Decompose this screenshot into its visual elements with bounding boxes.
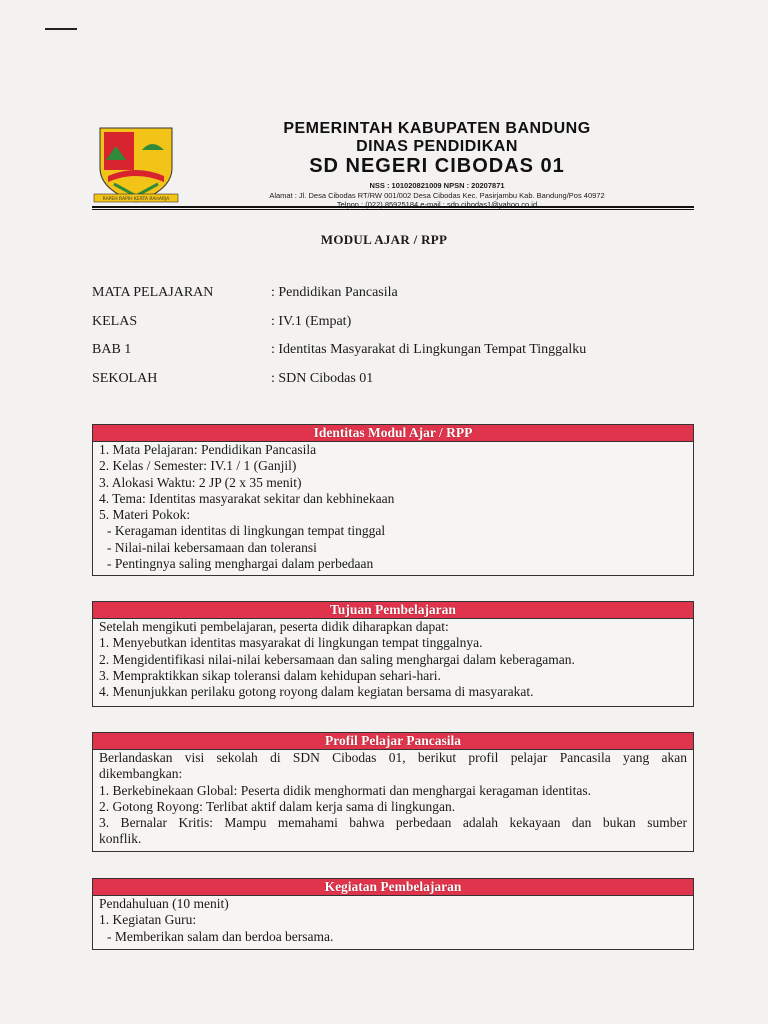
pen-mark xyxy=(45,28,77,30)
section-header: Kegiatan Pembelajaran xyxy=(93,879,693,896)
section-body xyxy=(93,896,693,945)
list-item: - Memberikan salam dan berdoa bersama. xyxy=(107,928,334,944)
list-item: 3. Bernalar Kritis: Mampu memahami bahwa perbedaan adalah kekayaan dan bukan sumber xyxy=(99,815,687,831)
info-value: : SDN Cibodas 01 xyxy=(271,371,373,387)
paragraph-line: Berlandaskan visi sekolah di SDN Cibodas 01, berikut profil pelajar Pancasila yang akan xyxy=(99,750,687,765)
list-item: 4. Tema: Identitas masyarakat sekitar dan kebhinekaan xyxy=(99,490,395,506)
info-label: KELAS xyxy=(92,313,138,329)
letterhead-address: Alamat : Jl. Desa Cibodas RT/RW 001/002 Desa Cibodas Kec. Pasirjambu Kab. Bandung/Pos 40972 xyxy=(269,191,605,200)
svg-text:RAPEH RAPIH KERTA RAHARJA: RAPEH RAPIH KERTA RAHARJA xyxy=(102,197,170,203)
list-item: 2. Mengidentifikasi nilai-nilai kebersamaan dan saling menghargai dalam keberagaman. xyxy=(99,651,575,667)
list-item: konflik. xyxy=(99,831,142,847)
info-value: : Identitas Masyarakat di Lingkungan Tempat Tinggalku xyxy=(271,342,586,358)
letterhead-school: SD NEGERI CIBODAS 01 xyxy=(309,155,565,177)
info-value: : IV.1 (Empat) xyxy=(271,314,351,330)
info-table xyxy=(92,285,692,399)
section-body xyxy=(93,619,693,700)
section-identitas xyxy=(92,424,694,576)
list-item: 2. Kelas / Semester: IV.1 / 1 (Ganjil) xyxy=(99,458,297,474)
regency-logo xyxy=(92,124,180,206)
section-profil xyxy=(92,732,694,852)
list-item: 1. Kegiatan Guru: xyxy=(99,912,197,928)
letterhead-phone: Telpon : (022) 85925184 e-mail : sdn.cibodas1@yahoo.co.id xyxy=(336,200,538,209)
section-body xyxy=(93,442,693,572)
info-row-chapter xyxy=(92,342,692,371)
info-label: SEKOLAH xyxy=(92,370,158,386)
list-item: - Pentingnya saling menghargai dalam perbedaan xyxy=(107,556,374,572)
section-header: Identitas Modul Ajar / RPP xyxy=(93,425,693,442)
section-header: Tujuan Pembelajaran xyxy=(93,602,693,619)
list-item: 5. Materi Pokok: xyxy=(99,507,191,523)
list-item: 1. Berkebinekaan Global: Peserta didik menghormati dan menghargai keragaman identitas. xyxy=(99,782,591,798)
letterhead xyxy=(92,114,692,209)
list-item: Pendahuluan (10 menit) xyxy=(99,896,229,911)
info-value: : Pendidikan Pancasila xyxy=(271,285,398,301)
letterhead-rule xyxy=(92,206,694,210)
list-item: Setelah mengikuti pembelajaran, peserta didik diharapkan dapat: xyxy=(99,619,449,634)
list-item: - Nilai-nilai kebersamaan dan toleransi xyxy=(107,539,317,555)
section-tujuan xyxy=(92,601,694,707)
list-item: 1. Menyebutkan identitas masyarakat di lingkungan tempat tinggalnya. xyxy=(99,635,483,651)
letterhead-nss: NSS : 101020821009 NPSN : 20207871 xyxy=(369,181,505,190)
info-row-class xyxy=(92,314,692,343)
paragraph-line: dikembangkan: xyxy=(99,766,183,782)
document-title: MODUL AJAR / RPP xyxy=(320,232,448,247)
list-item: 1. Mata Pelajaran: Pendidikan Pancasila xyxy=(99,442,317,457)
list-item: 2. Gotong Royong: Terlibat aktif dalam kerja sama di lingkungan. xyxy=(99,798,456,814)
info-row-school xyxy=(92,371,692,400)
list-item: 4. Menunjukkan perilaku gotong royong dalam kegiatan bersama di masyarakat. xyxy=(99,684,534,700)
list-item: - Keragaman identitas di lingkungan tempat tinggal xyxy=(107,523,386,539)
section-body xyxy=(93,750,693,848)
letterhead-government: PEMERINTAH KABUPATEN BANDUNG xyxy=(283,120,591,137)
list-item: 3. Mempraktikkan sikap toleransi dalam kehidupan sehari-hari. xyxy=(99,667,441,683)
list-item: 3. Alokasi Waktu: 2 JP (2 x 35 menit) xyxy=(99,474,302,490)
section-header: Profil Pelajar Pancasila xyxy=(93,733,693,750)
letterhead-department: DINAS PENDIDIKAN xyxy=(356,138,518,155)
info-row-subject xyxy=(92,285,692,314)
info-label: BAB 1 xyxy=(92,342,132,357)
section-kegiatan xyxy=(92,878,694,950)
info-label: MATA PELAJARAN xyxy=(92,285,214,300)
